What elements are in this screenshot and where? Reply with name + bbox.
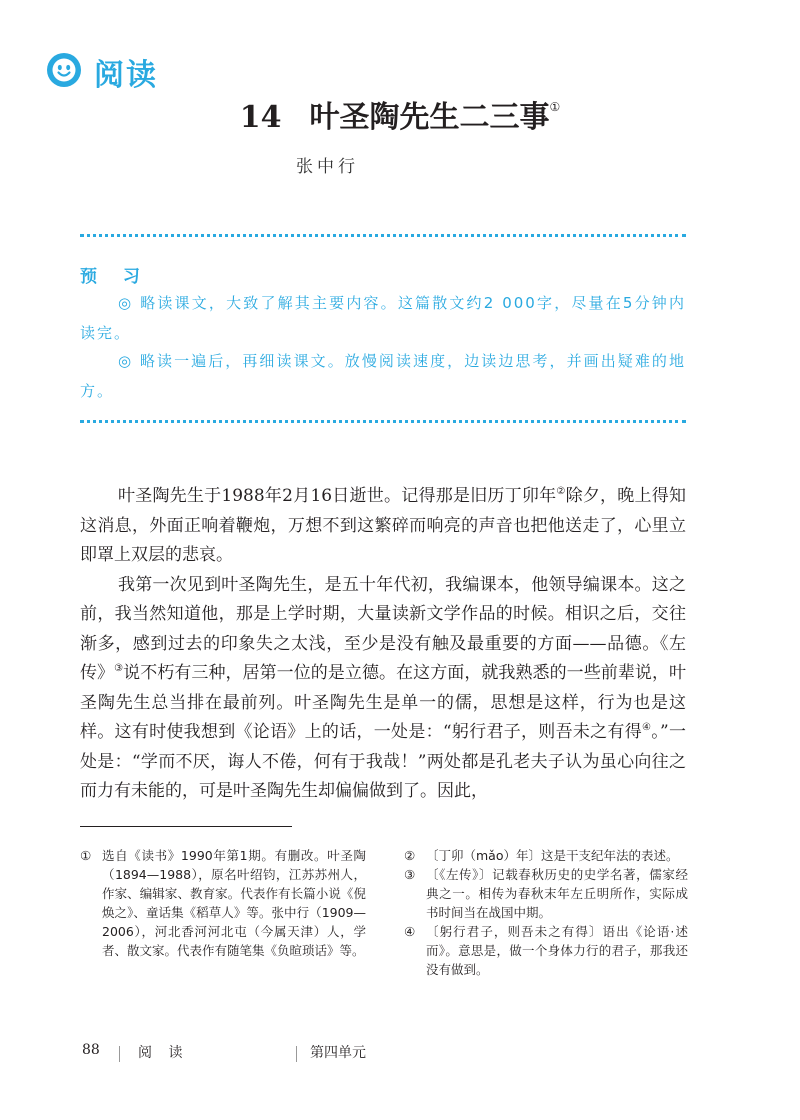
preview-item: ◎ 略读课文，大致了解其主要内容。这篇散文约2 000字，尽量在5分钟内读完。 (80, 294, 686, 342)
footer-unit-name: 第四单元 (310, 1045, 366, 1061)
author-name: 张中行 (296, 157, 359, 177)
footnote-text: 〔躬行君子，则吾未之有得〕语出《论语·述而》。意思是，做一个身体力行的君子，那我还没有做到。 (426, 924, 688, 977)
footnote-mark: ② (404, 848, 416, 863)
footnote-mark: ③ (404, 867, 416, 882)
footnote-item (404, 922, 688, 979)
footnote-ref-3[interactable]: ③ (114, 663, 124, 674)
preview-item: ◎ 略读一遍后，再细读课文。放慢阅读速度，边读边思考，并画出疑难的地方。 (80, 352, 686, 400)
footer-separator (296, 1046, 297, 1062)
footnote-text: 选自《读书》1990年第1期。有删改。叶圣陶（1894—1988），原名叶绍钧，江苏苏州人，作家、编辑家、教育家。代表作有长篇小说《倪焕之》、童话集《稻草人》等。张中行（1909—2006），河北香河河北屯（今属天津）人，学者、散文家。代表作有随笔集《负暄琐话》等。 (102, 848, 366, 958)
section-title: 阅读 (94, 58, 158, 93)
footnote-mark: ④ (404, 924, 416, 939)
footnote-text: 〔《左传》〕记载春秋历史的史学名著，儒家经典之一。相传为春秋末年左丘明所作，实际成书时间当在战国中期。 (426, 867, 688, 920)
footnote-divider (80, 826, 292, 827)
smiley-face-icon (46, 52, 82, 88)
footnote-ref-4[interactable]: ④ (641, 722, 652, 733)
preview-bottom-divider (80, 420, 686, 423)
footer-separator (119, 1046, 120, 1062)
body-paragraph (80, 482, 686, 571)
footnotes-left-column (80, 846, 366, 960)
footnote-item (404, 846, 688, 865)
article-body (80, 482, 686, 807)
page-number: 88 (82, 1042, 100, 1058)
lesson-title (0, 92, 800, 136)
footnote-ref-2[interactable]: ② (556, 486, 566, 497)
body-text-run: 。”一处是：“学而不厌，诲人不倦，何有于我哉！”两处都是孔老夫子认为虽心向往之而力有未能的，可是叶圣陶先生却偏偏做到了。因此， (80, 722, 686, 801)
lesson-number: 14 (239, 100, 282, 135)
preview-heading: 预 习 (80, 267, 150, 287)
footnote-item (80, 846, 366, 960)
footnote-text: 〔丁卯（mǎo）年〕这是干支纪年法的表述。 (426, 848, 679, 863)
footnotes-right-column (404, 846, 688, 979)
body-text-run: 叶圣陶先生于1988年2月16日逝世。记得那是旧历丁卯年 (118, 486, 557, 506)
footnote-mark: ① (80, 848, 92, 863)
footer-section-name: 阅 读 (138, 1045, 189, 1061)
preview-top-divider (80, 234, 686, 237)
body-text-run: 说不朽有三种，居第一位的是立德。在这方面，就我熟悉的一些前辈说，叶圣陶先生总当排在最前列。叶圣陶先生是单一的儒，思想是这样，行为也是这样。这有时使我想到《论语》上的话，一处是：“躬行君子，则吾未之有得 (80, 663, 687, 742)
body-paragraph (80, 571, 686, 807)
body-text-run: 我第一次见到叶圣陶先生，是五十年代初，我编课本，他领导编课本。这之前，我当然知道他，那是上学时期，大量读新文学作品的时候。相识之后，交往渐多，感到过去的印象失之太浅，至少是没有触及最重要的方面——品德。《左传》 (80, 574, 686, 683)
footnote-ref-1[interactable]: ① (549, 100, 561, 114)
body-text-run: 除夕，晚上得知这消息，外面正响着鞭炮，万想不到这繁碎而响亮的声音也把他送走了，心里立即罩上双层的悲哀。 (80, 486, 686, 565)
footnote-item (404, 865, 688, 922)
lesson-title-text: 叶圣陶先生二三事 (309, 100, 550, 135)
